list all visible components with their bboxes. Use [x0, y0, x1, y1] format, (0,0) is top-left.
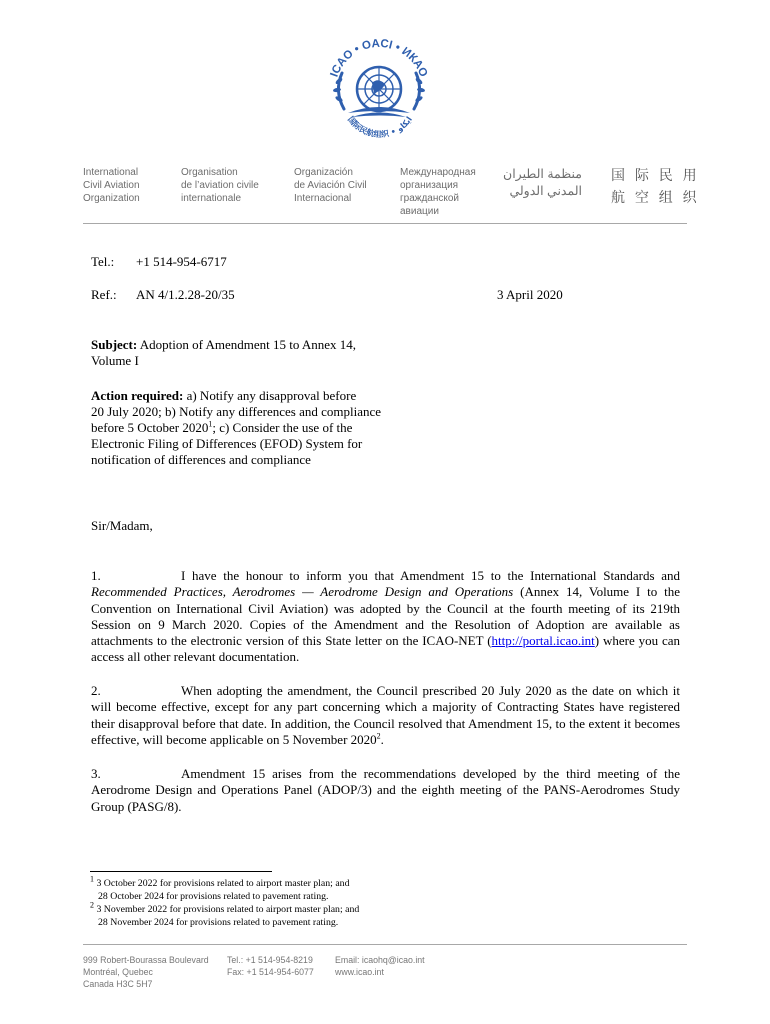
- action-line-1: Action required: a) Notify any disapproval before: [91, 388, 357, 403]
- footnote-2: $^2$ 3 November 2022 for provisions related to airport master plan; and: [90, 900, 360, 915]
- org-name-french: Organisation de l’aviation civile internationale: [181, 167, 259, 204]
- ref-label: Ref.:: [91, 287, 117, 302]
- footnote-2-continued: 28 November 2024 for provisions related to pavement rating.: [98, 917, 339, 928]
- action-line-4: Electronic Filing of Differences (EFOD) System for: [91, 436, 363, 451]
- org-name-chinese: 国 际 民 用 航 空 组 织: [611, 167, 700, 205]
- salutation: Sir/Madam,: [91, 518, 153, 533]
- subject-label: Subject:: [91, 337, 138, 352]
- action-line-5: notification of differences and compliance: [91, 452, 311, 467]
- letterhead-divider: [83, 223, 687, 224]
- org-name-spanish: Organización de Aviación Civil Internacional: [294, 167, 367, 204]
- paragraph-2: 2. When adopting the amendment, the Council prescribed 20 July 2020 as the date on which it will become effective, except for any part concerning which a majority of Contracting States have registered their disapproval before that date. In addition, the Council resolved that Amendment 15, to the extent it becomes effective, will become applicable on 5 November 2020$^2$.: [91, 683, 680, 747]
- logo-ring-text: ICAO • OACI • ИКАО: [328, 37, 430, 79]
- tel-label: Tel.:: [91, 254, 115, 269]
- ref-value: AN 4/1.2.28-20/35: [136, 287, 235, 302]
- subject-line: Subject: Adoption of Amendment 15 to Annex 14,: [91, 337, 357, 352]
- logo-bottom-text: 国际民航组织 • ايكاو: [345, 114, 414, 140]
- icao-net-link[interactable]: http://portal.icao.int: [491, 633, 595, 649]
- footnote-separator: [90, 871, 272, 872]
- paragraph-number: 2.: [91, 683, 101, 698]
- footer-phone: Tel.: +1 514-954-8219 Fax: +1 514-954-6077: [227, 955, 314, 977]
- org-name-russian: Международная организация гражданской авиации: [400, 167, 476, 217]
- tel-value: +1 514-954-6717: [136, 254, 227, 269]
- paragraph-3: 3. Amendment 15 arises from the recommendations developed by the third meeting of the Aerodrome Design and Operations Panel (ADOP/3) and the eighth meeting of the PANS-Aerodromes Study Group (PASG/8).: [91, 766, 680, 814]
- footer-divider: [83, 944, 687, 945]
- footer-website[interactable]: www.icao.int: [335, 967, 384, 977]
- footnote-1: $^1$ 3 October 2022 for provisions related to airport master plan; and: [90, 874, 350, 889]
- org-name-english: International Civil Aviation Organization: [83, 167, 140, 204]
- icao-emblem-logo: [322, 37, 436, 143]
- paragraph-number: 3.: [91, 766, 101, 781]
- footnote-1-continued: 28 October 2024 for provisions related to pavement rating.: [98, 891, 329, 902]
- subject-line-2: Volume I: [91, 353, 139, 368]
- paragraph-1: 1. I have the honour to inform you that Amendment 15 to the International Standards and Recommended Practices, Aerodromes — Aerodrome Design and Operations (Annex 14, Volume I to the Convention on International Civil Aviation) was adopted by the Council at the fourth meeting of its 219th Session on 9 March 2020. Copies of the Amendment and the Resolution of Adoption are available as attachments to the electronic version of this State letter on the ICAO-NET (http://portal.icao.int) where you can access all other relevant documentation.: [91, 568, 680, 665]
- footnote-ref-2: 2: [376, 731, 381, 741]
- footer-email[interactable]: Email: icaohq@icao.int: [335, 955, 425, 965]
- org-name-arabic: منظمة الطيران المدني الدولي: [503, 167, 582, 198]
- footer-address: 999 Robert-Bourassa Boulevard Montréal, Quebec Canada H3C 5H7: [83, 955, 209, 989]
- action-line-2: 20 July 2020; b) Notify any differences and compliance: [91, 404, 382, 419]
- footnote-ref-1: 1: [208, 419, 213, 429]
- action-line-3: before 5 October 2020$^1$; c) Consider the use of the: [91, 419, 353, 435]
- letter-date: 3 April 2020: [497, 287, 563, 302]
- footer-contact: [335, 954, 425, 978]
- action-label: Action required:: [91, 388, 184, 403]
- paragraph-number: 1.: [91, 568, 101, 583]
